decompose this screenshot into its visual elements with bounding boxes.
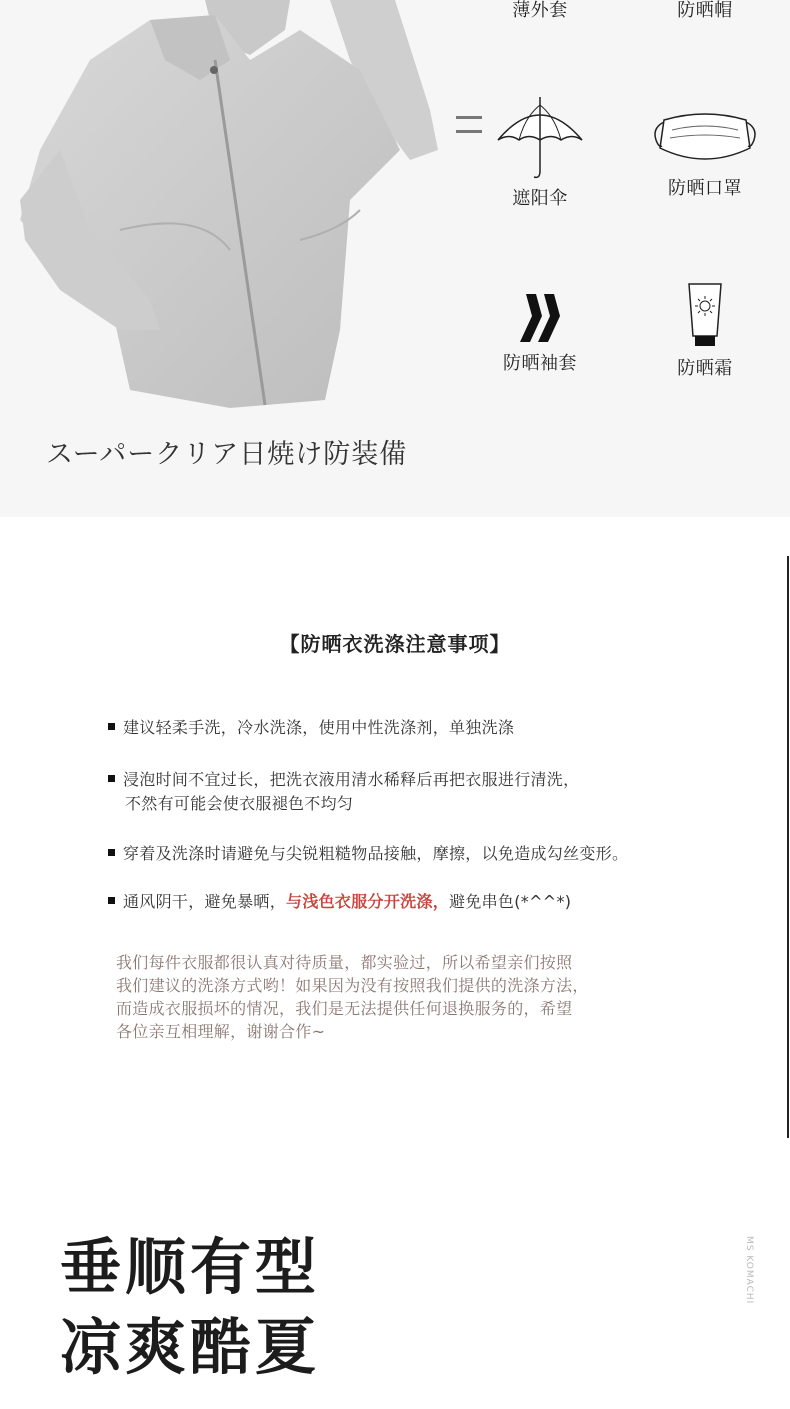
tagline: スーパークリア日焼け防装備: [46, 439, 408, 470]
care-item-text: 避免串色(*^^*): [449, 892, 572, 911]
umbrella-icon: [495, 95, 585, 180]
care-item-text: 不然有可能会使衣服褪色不均匀: [125, 794, 354, 813]
item-sun-hat: [640, 0, 770, 22]
bullet: [108, 775, 115, 782]
item-label: 防晒霜: [677, 358, 733, 379]
item-label: 防晒帽: [677, 0, 733, 21]
item-label: 薄外套: [512, 0, 568, 21]
mask-icon: [650, 108, 760, 170]
care-item-2: [108, 768, 579, 816]
note-line: 而造成衣服损坏的情况，我们是无法提供任何退换服务的，希望: [116, 999, 573, 1018]
care-item-4: [108, 890, 571, 914]
note-line: 各位亲互相理解，谢谢合作~: [116, 1022, 326, 1041]
care-note: [116, 951, 656, 1043]
accessory-section: [0, 0, 790, 517]
item-label: 防晒口罩: [668, 178, 742, 199]
sleeve-icon: [510, 290, 570, 345]
care-title: 【防晒衣洗涤注意事项】: [279, 632, 511, 656]
care-item-text: 浸泡时间不宜过长，把洗衣液用清水稀释后再把衣服进行清洗，: [123, 770, 580, 789]
item-umbrella: [475, 95, 605, 210]
bullet: [108, 723, 115, 730]
item-face-mask: [640, 108, 770, 200]
item-label: 防晒袖套: [503, 353, 577, 374]
brand-watermark: MS KOMACHI: [744, 1236, 754, 1305]
note-line: 我们建议的洗涤方式哟！如果因为没有按照我们提供的洗涤方法，: [116, 976, 589, 995]
care-item-highlight: 与浅色衣服分开洗涤，: [286, 892, 450, 911]
care-item-text: 穿着及洗涤时请避免与尖锐粗糙物品接触，摩擦，以免造成勾丝变形。: [123, 844, 629, 863]
sunscreen-icon: [685, 280, 725, 350]
item-thin-jacket: [475, 0, 605, 22]
item-arm-sleeve: [475, 290, 605, 375]
item-label: 遮阳伞: [512, 188, 568, 209]
headline-line-2: 凉爽酷夏: [60, 1312, 321, 1383]
care-item-3: [108, 842, 628, 866]
care-item-text: 建议轻柔手洗，冷水洗涤，使用中性洗涤剂，单独洗涤: [123, 718, 515, 737]
jacket-illustration: [0, 0, 450, 420]
headline-line-1: 垂顺有型: [60, 1232, 321, 1303]
bullet: [108, 849, 115, 856]
care-item-text: 通风阴干，避免暴晒，: [123, 892, 287, 911]
note-line: 我们每件衣服都很认真对待质量，都实验过，所以希望亲们按照: [116, 953, 573, 972]
item-sunscreen: [640, 280, 770, 380]
bullet: [108, 897, 115, 904]
care-item-1: [108, 716, 514, 740]
